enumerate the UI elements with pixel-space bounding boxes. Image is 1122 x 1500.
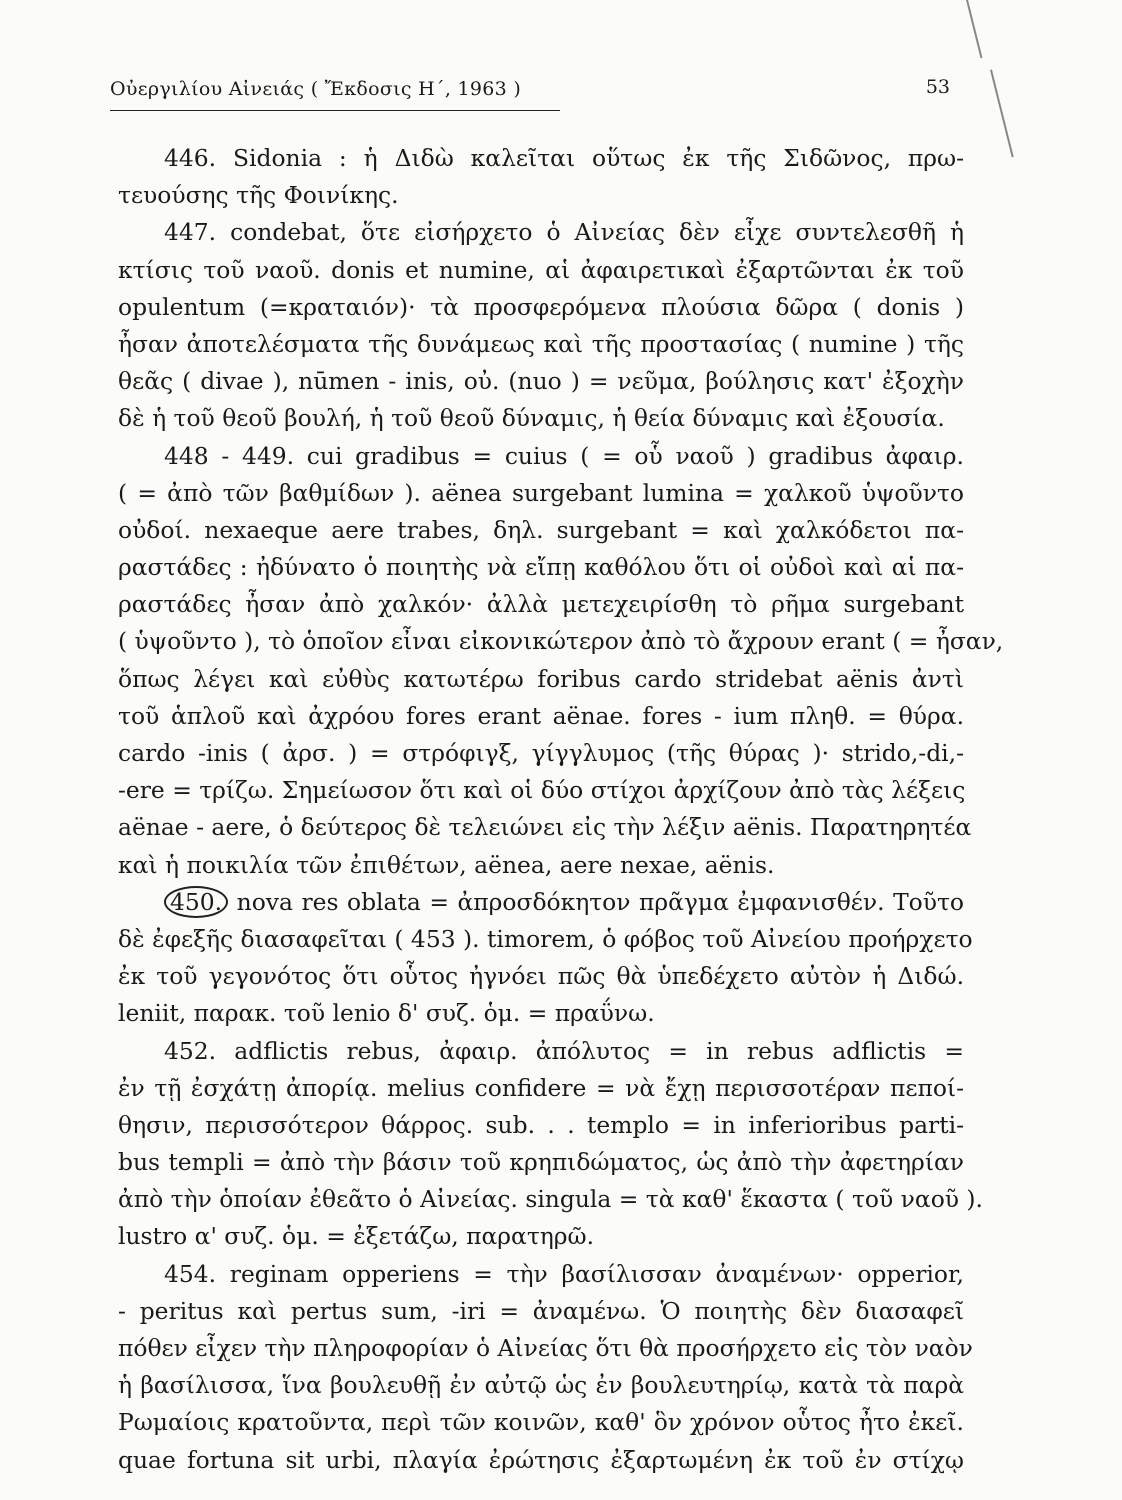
circled-entry-number: 450. [164, 886, 228, 918]
line-text: -ere = τρίζω. Σημείωσον ὅτι καὶ οἱ δύο στίχοι ἀρχίζουν ἀπὸ τὰς λέξεις [118, 776, 966, 805]
text-line [118, 772, 964, 809]
line-text: θησιν, περισσότερον θάρρος. sub. . . templo = in inferioribus parti- [118, 1110, 964, 1139]
text-line [118, 1070, 964, 1107]
line-text: ἐν τῇ ἐσχάτῃ ἀπορίᾳ. melius confidere = νὰ ἔχῃ περισσοτέραν πεποί- [118, 1073, 964, 1102]
page-header [110, 72, 950, 116]
line-text: δὲ ἡ τοῦ θεοῦ βουλή, ἡ τοῦ θεοῦ δύναμις, ἡ θεία δύναμις καὶ ἐξουσία. [118, 404, 945, 433]
text-line [118, 1144, 964, 1181]
page-number: 53 [925, 76, 950, 98]
line-text: ραστάδες ἦσαν ἀπὸ χαλκόν· ἀλλὰ μετεχειρίσθη τὸ ρῆμα surgebant [118, 590, 964, 619]
line-text: 448 - 449. cui gradibus = cuius ( = οὗ ναοῦ ) gradibus ἀφαιρ. [164, 441, 964, 470]
line-text: lustro α' συζ. ὁμ. = ἐξετάζω, παρατηρῶ. [118, 1222, 595, 1251]
text-line [118, 884, 964, 921]
line-text: 446. Sidonia : ἡ Διδὼ καλεῖται οὕτως ἐκ τῆς Σιδῶνος, πρω- [164, 144, 964, 172]
text-line [118, 512, 964, 549]
line-text: 454. reginam opperiens = τὴν βασίλισσαν ἀναμένων· opperior, [164, 1259, 964, 1288]
text-line [118, 326, 964, 363]
line-text: ( ὑψοῦντο ), τὸ ὁποῖον εἶναι εἰκονικώτερον ἀπὸ τὸ ἄχρουν erant ( = ἦσαν, [118, 627, 1004, 656]
line-text: nova res oblata = ἀπροσδόκητον πρᾶγμα ἐμφανισθέν. Τοῦτο [236, 887, 965, 916]
text-line [118, 1367, 964, 1404]
line-text: leniit, παρακ. τοῦ lenio δ' συζ. ὁμ. = πραΰνω. [118, 999, 655, 1028]
line-text: ἀπὸ τὴν ὁποίαν ἐθεᾶτο ὁ Αἰνείας. singula = τὰ καθ' ἕκαστα ( τοῦ ναοῦ ). [118, 1185, 983, 1214]
text-line [118, 1330, 973, 1367]
text-line [118, 809, 972, 846]
text-line [118, 177, 964, 214]
line-text: cardo -inis ( ἀρσ. ) = στρόφιγξ, γίγγλυμος (τῆς θύρας )· strido,-di,- [118, 739, 964, 767]
text-line [118, 1181, 983, 1218]
text-line [118, 1442, 964, 1479]
line-text: ἐκ τοῦ γεγονότος ὅτι οὗτος ἠγνόει πῶς θὰ ὑπεδέχετο αὐτὸν ἡ Διδώ. [118, 962, 964, 991]
line-text: τοῦ ἁπλοῦ καὶ ἀχρόου fores erant aënae. fores - ium πληθ. = θύρα. [118, 701, 964, 730]
line-text: οὐδοί. nexaeque aere trabes, δηλ. surgebant = καὶ χαλκόδετοι πα- [118, 515, 964, 544]
line-text: πόθεν εἶχεν τὴν πληροφορίαν ὁ Αἰνείας ὅτι θὰ προσήρχετο εἰς τὸν ναὸν [118, 1334, 973, 1362]
page-edge-mark [966, 0, 982, 58]
line-text: τευούσης τῆς Φοινίκης. [118, 181, 399, 210]
line-text: θεᾶς ( divae ), nūmen - inis, οὐ. (nuo ) = νεῦμα, βούλησις κατ' ἐξοχὴν [118, 367, 964, 396]
text-line [118, 661, 964, 698]
text-line [118, 1404, 964, 1441]
line-text: ὅπως λέγει καὶ εὐθὺς κατωτέρω foribus cardo stridebat aënis ἀντὶ [118, 664, 964, 693]
text-line [118, 289, 964, 326]
line-text: quae fortuna sit urbi, πλαγία ἐρώτησις ἐξαρτωμένη ἐκ τοῦ ἐν στίχῳ [118, 1445, 964, 1474]
text-line [118, 623, 1004, 660]
header-rule [110, 110, 560, 111]
text-line [118, 586, 964, 623]
commentary-text [118, 140, 1004, 1479]
line-text: 447. condebat, ὅτε εἰσήρχετο ὁ Αἰνείας δὲν εἶχε συντελεσθῆ ἡ [164, 218, 964, 247]
text-line [118, 847, 964, 884]
text-line [118, 1256, 964, 1293]
text-line [118, 735, 964, 772]
text-line [118, 995, 964, 1032]
line-text: δὲ ἐφεξῆς διασαφεῖται ( 453 ). timorem, ὁ φόβος τοῦ Αἰνείου προήρχετο [118, 924, 973, 953]
line-text: opulentum (=κραταιόν)· τὰ προσφερόμενα πλούσια δῶρα ( donis ) [118, 292, 964, 321]
line-text: ἦσαν ἀποτελέσματα τῆς δυνάμεως καὶ τῆς προστασίας ( numine ) τῆς [118, 329, 964, 358]
line-text: 452. adflictis rebus, ἀφαιρ. ἀπόλυτος = in rebus adflictis = [164, 1036, 964, 1065]
text-line [118, 958, 964, 995]
line-text: ( = ἀπὸ τῶν βαθμίδων ). aënea surgebant lumina = χαλκοῦ ὑψοῦντο [118, 478, 964, 507]
line-text: Ρωμαίοις κρατοῦντα, περὶ τῶν κοινῶν, καθ' ὃν χρόνον οὗτος ἦτο ἐκεῖ. [118, 1408, 964, 1437]
running-head: Οὐεργιλίου Αἰνειάς ( Ἔκδοσις Η΄, 1963 ) [110, 78, 522, 100]
line-text: aënae - aere, ὁ δεύτερος δὲ τελειώνει εἰς τὴν λέξιν aënis. Παρατηρητέα [118, 813, 972, 842]
text-line [118, 438, 964, 475]
line-text: - peritus καὶ pertus sum, -iri = ἀναμένω. Ὁ ποιητὴς δὲν διασαφεῖ [118, 1296, 964, 1325]
text-line [118, 921, 973, 958]
text-line [118, 252, 964, 289]
text-line [118, 549, 964, 586]
line-text: κτίσις τοῦ ναοῦ. donis et numine, αἱ ἀφαιρετικαὶ ἐξαρτῶνται ἐκ τοῦ [118, 255, 964, 284]
line-text: ραστάδες : ἠδύνατο ὁ ποιητὴς νὰ εἴπῃ καθόλου ὅτι οἱ οὐδοὶ καὶ αἱ πα- [118, 553, 964, 582]
text-line [118, 1293, 964, 1330]
line-text: ἡ βασίλισσα, ἵνα βουλευθῇ ἐν αὐτῷ ὡς ἐν βουλευτηρίῳ, κατὰ τὰ παρὰ [118, 1371, 964, 1400]
line-text: καὶ ἡ ποικιλία τῶν ἐπιθέτων, aënea, aere nexae, aënis. [118, 850, 775, 879]
text-line [118, 475, 964, 512]
text-line [118, 698, 964, 735]
page-edge-mark [990, 70, 1014, 158]
text-line [118, 363, 964, 400]
text-line [118, 140, 964, 177]
line-text: bus templi = ἀπὸ τὴν βάσιν τοῦ κρηπιδώματος, ὡς ἀπὸ τὴν ἀφετηρίαν [118, 1148, 964, 1177]
text-line [118, 1033, 964, 1070]
text-line [118, 1107, 964, 1144]
text-line [118, 1218, 964, 1255]
text-line [118, 214, 964, 251]
text-line [118, 400, 964, 437]
